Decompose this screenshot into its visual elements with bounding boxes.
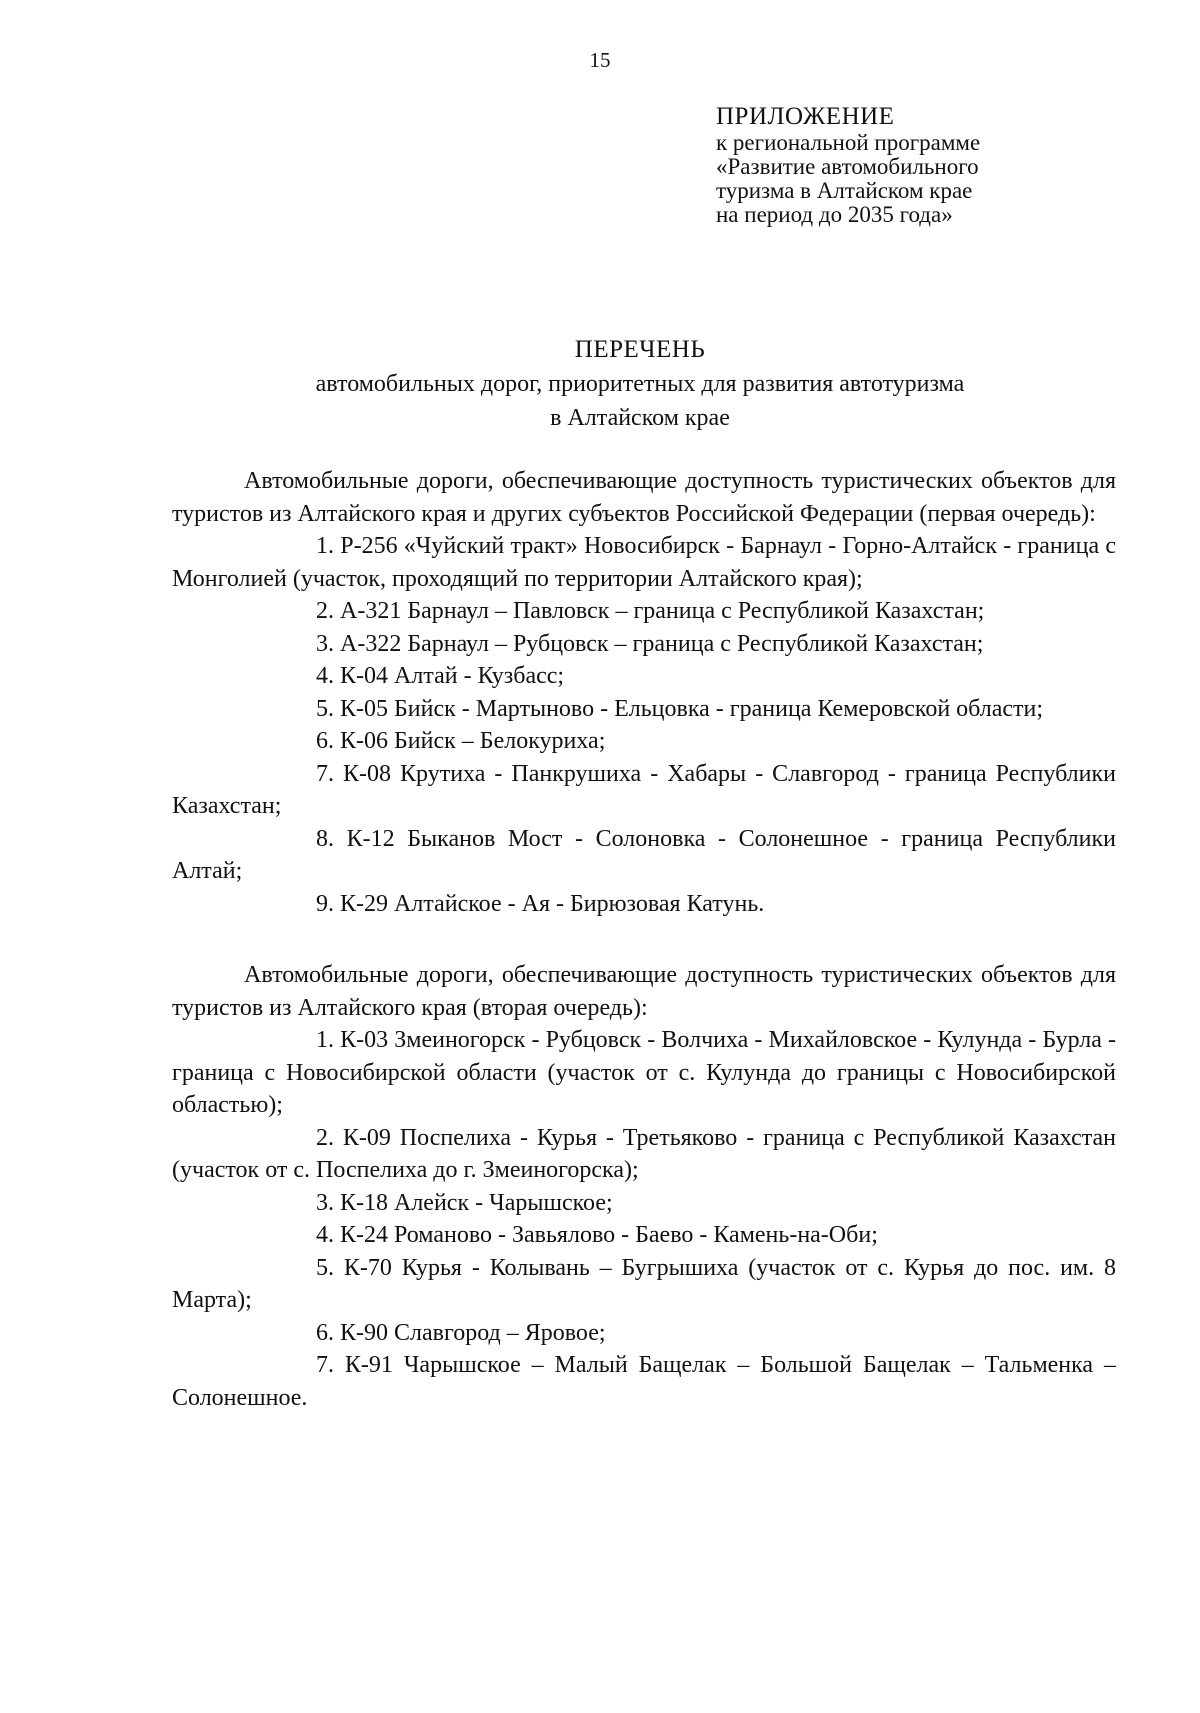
list-item [172,888,1116,921]
list-item-number: 7. [316,1352,334,1378]
list-item-number: 3. [316,1189,334,1216]
list-item-text: К-09 Поспелиха - Курья - Третьяково - граница с Республикой Казахстан (участок от с. Поспелиха до г. Змеиногорска); [172,1124,1117,1183]
list-item-text: К-29 Алтайское - Ая - Бирюзовая Катунь. [340,890,765,917]
list-item-text: А-322 Барнаул – Рубцовск – граница с Республикой Казахстан; [340,630,984,657]
appendix-line: на период до 2035 года» [716,202,953,227]
list-item-text: К-06 Бийск – Белокуриха; [340,728,606,754]
list-item [172,1187,1116,1220]
list-item [172,660,1116,693]
list-item-number: 1. [316,533,334,559]
appendix-header [716,103,1076,227]
list-item-number: 5. [316,695,334,722]
list-item [172,1219,1116,1252]
section-2-intro: Автомобильные дороги, обеспечивающие доступность туристических объектов для туристов из Алтайского края (вторая очередь): [172,962,1116,1021]
list-item-text: К-03 Змеиногорск - Рубцовск - Волчиха - Михайловское - Кулунда - Бурла - граница с Новосибирской области (участок от с. Кулунда до границы с Новосибирской областью); [172,1027,1117,1118]
list-item-number: 9. [316,890,334,917]
appendix-line: к региональной программе [716,130,981,155]
list-item [172,628,1116,661]
list-item [172,1122,1116,1187]
list-item-text: К-70 Курья - Колывань – Бугрышиха (участок от с. Курья до пос. им. 8 Марта); [172,1254,1117,1313]
document-subtitle: автомобильных дорог, приоритетных для развития автотуризма [315,371,965,397]
list-item-text: К-04 Алтай - Кузбасс; [340,663,565,689]
list-item [172,1349,1116,1414]
section-spacer [172,920,1116,959]
list-item [172,725,1116,758]
list-item-number: 8. [316,825,334,852]
page-number: 15 [589,48,611,72]
document-heading [160,333,1120,435]
section-1-intro: Автомобильные дороги, обеспечивающие доступность туристических объектов для туристов из Алтайского края и других субъектов Российской Федерации (первая очередь): [172,468,1116,527]
list-item-text: К-05 Бийск - Мартыново - Ельцовка - граница Кемеровской области; [340,695,1044,722]
list-item-text: К-08 Крутиха - Панкрушиха - Хабары - Славгород - граница Республики Казахстан; [172,760,1117,819]
list-item-number: 2. [316,1124,334,1151]
list-item-number: 6. [316,1319,334,1346]
list-item-text: К-24 Романово - Завьялово - Баево - Камень-на-Оби; [340,1222,878,1248]
list-item-number: 5. [316,1254,334,1281]
list-item-number: 4. [316,663,334,689]
list-item-text: К-12 Быканов Мост - Солоновка - Солонешное - граница Республики Алтай; [172,825,1117,884]
list-item-number: 7. [316,760,334,787]
list-item-number: 1. [316,1027,334,1053]
document-body [172,465,1116,1414]
document-subtitle: в Алтайском крае [550,405,730,431]
list-item-text: А-321 Барнаул – Павловск – граница с Республикой Казахстан; [340,598,985,624]
list-item-number: 4. [316,1222,334,1248]
document-title: ПЕРЕЧЕНЬ [574,336,706,363]
list-item [172,530,1116,595]
list-item [172,1252,1116,1317]
list-item-number: 2. [316,598,334,624]
appendix-line: «Развитие автомобильного [716,154,979,179]
list-item-text: Р-256 «Чуйский тракт» Новосибирск - Барнаул - Горно-Алтайск - граница с Монголией (участок, проходящий по территории Алтайского края); [172,533,1116,592]
appendix-line: туризма в Алтайском крае [716,178,973,203]
list-item [172,595,1116,628]
list-item [172,1317,1116,1350]
list-item [172,1024,1116,1122]
list-item-text: К-18 Алейск - Чарышское; [340,1189,613,1216]
list-item-text: К-90 Славгород – Яровое; [340,1319,606,1346]
list-item [172,758,1116,823]
list-item [172,823,1116,888]
list-item [172,693,1116,726]
appendix-title: ПРИЛОЖЕНИЕ [716,103,895,130]
list-item-text: К-91 Чарышское – Малый Бащелак – Большой Бащелак – Тальменка – Солонешное. [172,1352,1117,1411]
list-item-number: 6. [316,728,334,754]
list-item-number: 3. [316,630,334,657]
